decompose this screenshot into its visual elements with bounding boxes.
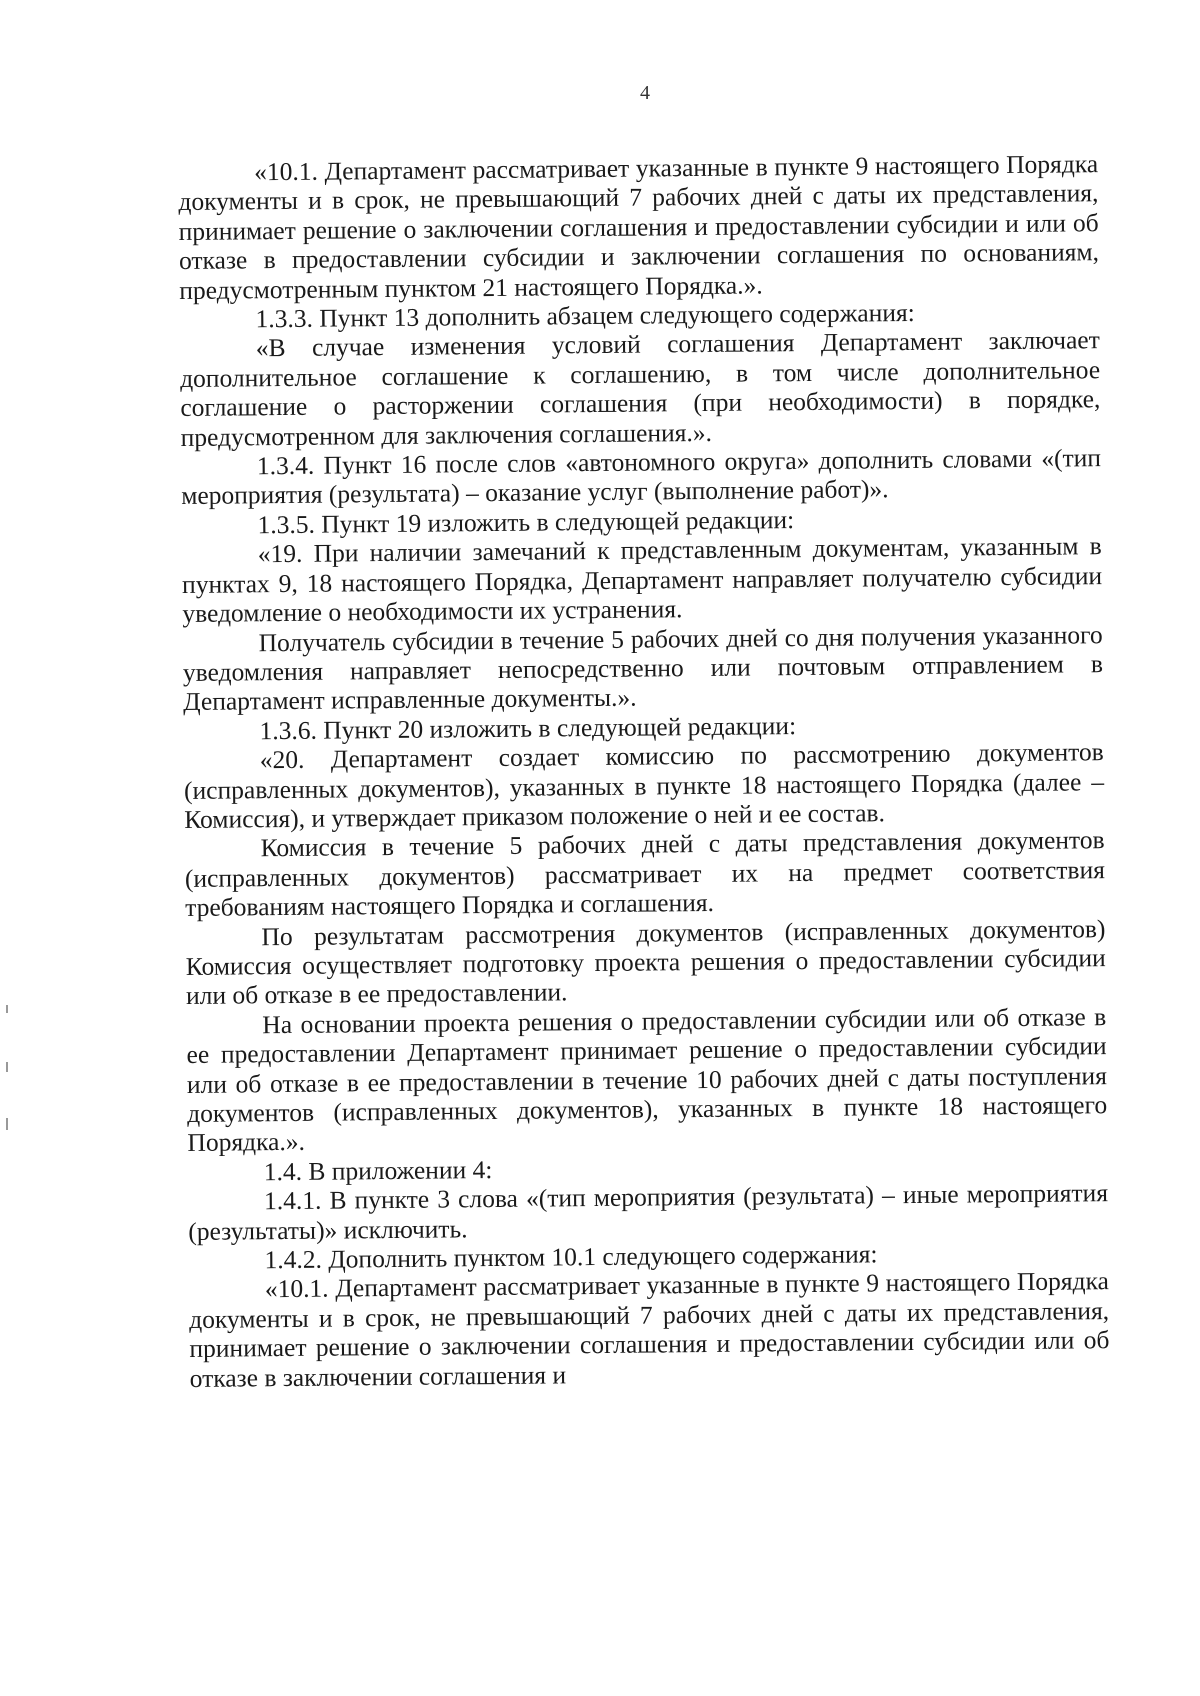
paragraph-20-results: По результатам рассмотрения документов (исправленных документов) Комиссия осуществляет подготовку проекта решения о предоставлении субсидии или об отказе в ее предоставлении. [185,913,1106,1011]
paragraph-19-quote: «19. При наличии замечаний к представленным документам, указанным в пунктах 9, 18 настоящего Порядка, Департамент направляет получателю субсидии уведомление о необходимости их устранения. [181,531,1103,629]
paragraph-20-decision: На основании проекта решения о предоставлении субсидии или об отказе в ее предоставлении Департамент принимает решение о предоставлении субсидии или об отказе в ее предоставлении в течение 10 рабочих дней с даты поступления документов (исправленных документов), указанных в пункте 18 настоящего Порядка.». [186,1001,1108,1158]
paragraph-1-4-1: 1.4.1. В пункте 3 слова «(тип мероприятия (результата) – иные мероприятия (результаты)» исключить. [188,1178,1109,1246]
paragraph-20-quote: «20. Департамент создает комиссию по рассмотрению документов (исправленных документов), указанных в пункте 18 настоящего Порядка (далее – Комиссия), и утверждает приказом положение о ней и ее состав. [183,737,1105,834]
paragraph-20-commission: Комиссия в течение 5 рабочих дней с даты представления документов (исправленных документов) рассматривает их на предмет соответствия требованиям настоящего Порядка и соглашения. [184,825,1106,923]
document-body [178,149,1110,1393]
paragraph-10-1-quote-repeat: «10.1. Департамент рассматривает указанные в пункте 9 настоящего Порядка документы и в срок, не превышающий 7 рабочих дней с даты их представления, принимает решение о заключении соглашения и предоставлении субсидии или об отказе в заключении соглашения и [189,1266,1110,1393]
paragraph-1-4: 1.4. В приложении 4: [263,1154,493,1187]
paragraph-1-3-3-quote: «В случае изменения условий соглашения Департамент заключает дополнительное соглашение к соглашению, в том числе дополнительное соглашение о расторжении соглашения (при необходимости) в порядке, предусмотренном для заключения соглашения.». [179,325,1101,452]
paragraph-1-3-4: 1.3.4. Пункт 16 после слов «автономного округа» дополнить словами «(тип мероприятия (результата) – оказание услуг (выполнение работ)». [181,443,1102,511]
paragraph-19-recipient: Получатель субсидии в течение 5 рабочих дней со дня получения указанного уведомления направляет непосредственно или почтовым отправлением в Департамент исправленные документы.». [182,619,1104,717]
paragraph-1-3-6: 1.3.6. Пункт 20 изложить в следующей редакции: [259,710,797,745]
paragraph-10-1-quote: «10.1. Департамент рассматривает указанные в пункте 9 настоящего Порядка документы и в срок, не превышающий 7 рабочих дней с даты их представления, принимает решение о заключении соглашения и предоставлении субсидии и или об отказе в предоставлении субсидии и заключении соглашения по основаниям, предусмотренным пунктом 21 настоящего Порядка.». [178,149,1100,305]
paragraph-1-4-2: 1.4.2. Дополнить пунктом 10.1 следующего содержания: [264,1239,878,1275]
paragraph-1-3-5: 1.3.5. Пункт 19 изложить в следующей редакции: [257,504,795,540]
scan-artifact [6,1062,8,1072]
paragraph-1-3-3: 1.3.3. Пункт 13 дополнить абзацем следующего содержания: [255,297,915,334]
scan-artifact [6,1005,8,1013]
page-number: 4 [640,82,650,104]
scan-artifact [6,1118,8,1130]
